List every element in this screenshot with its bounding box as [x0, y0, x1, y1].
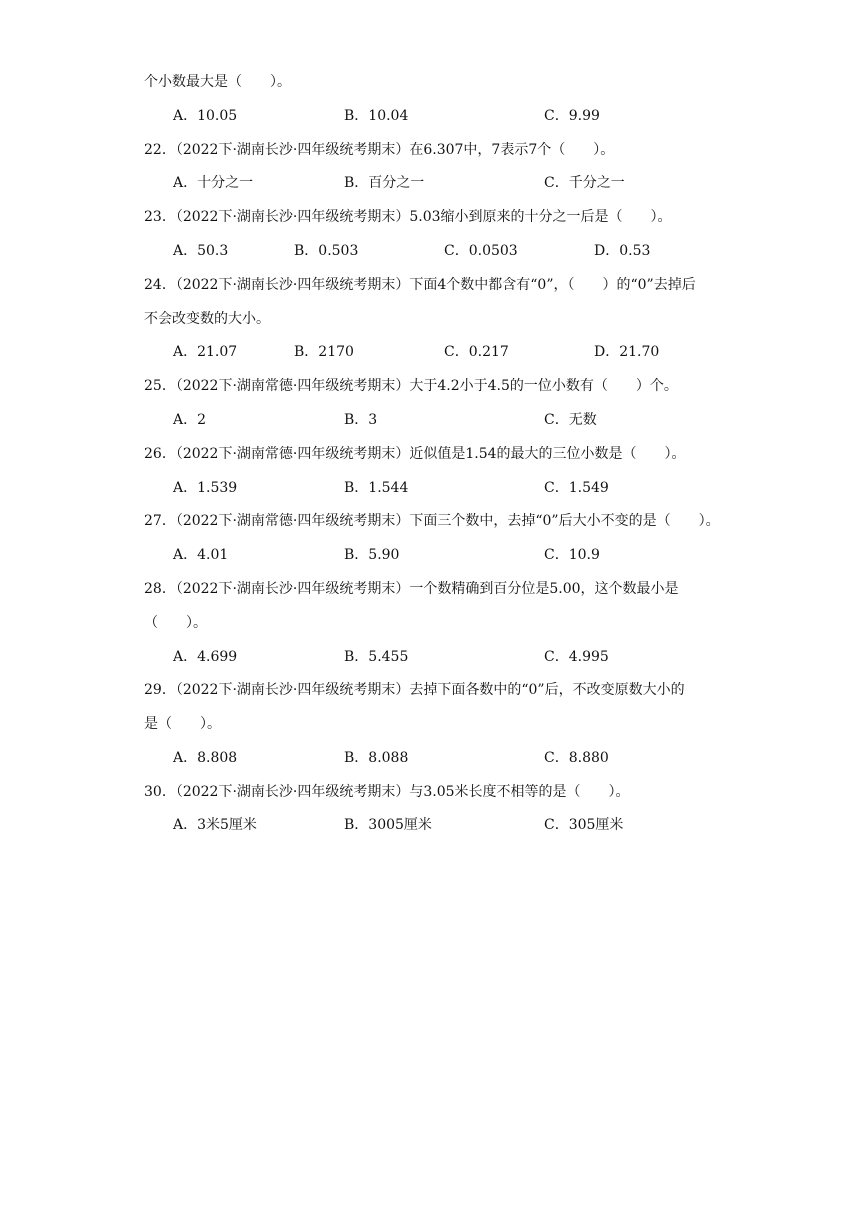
q22-text: 22．（2022下·湖南长沙·四年级统考期末）在6.307中，7表示7个（ ）。	[144, 142, 615, 158]
q28-option-a: A．4.699	[173, 649, 238, 665]
q21-text-continued: 个小数最大是（ ）。	[144, 74, 291, 90]
q30-options	[173, 815, 800, 835]
q25-text: 25．（2022下·湖南常德·四年级统考期末）大于4.2小于4.5的一位小数有（ ）个。	[144, 378, 678, 394]
q25-option-b: B．3	[344, 412, 378, 428]
q24-option-b: B．2170	[294, 344, 354, 360]
q24-options	[173, 342, 800, 362]
q23-option-a: A．50.3	[173, 243, 229, 259]
q27-options	[173, 545, 800, 565]
q29-option-c: C．8.880	[544, 750, 609, 766]
q28-text-continued: （ ）。	[144, 615, 207, 631]
q23-text: 23．（2022下·湖南长沙·四年级统考期末）5.03缩小到原来的十分之一后是（ ）。	[144, 209, 672, 225]
q21-option-a: A．10.05	[173, 108, 238, 124]
q28-text: 28．（2022下·湖南长沙·四年级统考期末）一个数精确到百分位是5.00，这个数最小是	[144, 581, 679, 597]
q29-option-b: B．8.088	[344, 750, 409, 766]
q26-options	[173, 478, 800, 498]
q26-text: 26．（2022下·湖南常德·四年级统考期末）近似值是1.54的最大的三位小数是（ ）。	[144, 446, 686, 462]
q26-option-a: A．1.539	[173, 480, 238, 496]
q29-options	[173, 748, 800, 768]
q24-option-c: C．0.217	[444, 344, 509, 360]
q28-option-c: C．4.995	[544, 649, 609, 665]
q21-options	[173, 106, 800, 126]
q30-text: 30．（2022下·湖南长沙·四年级统考期末）与3.05米长度不相等的是（ ）。	[144, 784, 630, 800]
q26-option-c: C．1.549	[544, 480, 609, 496]
q27-option-c: C．10.9	[544, 547, 600, 563]
q30-option-c: C．305厘米	[544, 817, 624, 833]
q27-option-b: B．5.90	[344, 547, 400, 563]
q29-option-a: A．8.808	[173, 750, 238, 766]
q29-text: 29．（2022下·湖南长沙·四年级统考期末）去掉下面各数中的“0”后，不改变原数大小的	[144, 682, 685, 698]
q30-option-b: B．3005厘米	[344, 817, 432, 833]
q21-option-c: C．9.99	[544, 108, 600, 124]
q25-option-c: C．无数	[544, 412, 597, 428]
q25-option-a: A．2	[173, 412, 207, 428]
q27-option-a: A．4.01	[173, 547, 229, 563]
q22-options	[173, 173, 800, 193]
q28-option-b: B．5.455	[344, 649, 409, 665]
q29-text-continued: 是（ ）。	[144, 716, 221, 732]
q23-option-b: B．0.503	[294, 243, 359, 259]
q24-text: 24．（2022下·湖南长沙·四年级统考期末）下面4个数中都含有“0”，（ ）的“0”去掉后	[144, 277, 696, 293]
q27-text: 27．（2022下·湖南常德·四年级统考期末）下面三个数中，去掉“0”后大小不变的是（ ）。	[144, 513, 720, 529]
q30-option-a: A．3米5厘米	[173, 817, 257, 833]
q26-option-b: B．1.544	[344, 480, 409, 496]
q22-option-c: C．千分之一	[544, 175, 625, 191]
q23-options	[173, 241, 800, 261]
q22-option-a: A．十分之一	[173, 175, 254, 191]
q23-option-d: D．0.53	[594, 243, 651, 259]
q24-option-d: D．21.70	[594, 344, 660, 360]
q24-option-a: A．21.07	[173, 344, 238, 360]
q25-options	[173, 410, 800, 430]
q23-option-c: C．0.0503	[444, 243, 518, 259]
q21-option-b: B．10.04	[344, 108, 409, 124]
q28-options	[173, 647, 800, 667]
q22-option-b: B．百分之一	[344, 175, 425, 191]
q24-text-continued: 不会改变数的大小。	[144, 311, 270, 327]
